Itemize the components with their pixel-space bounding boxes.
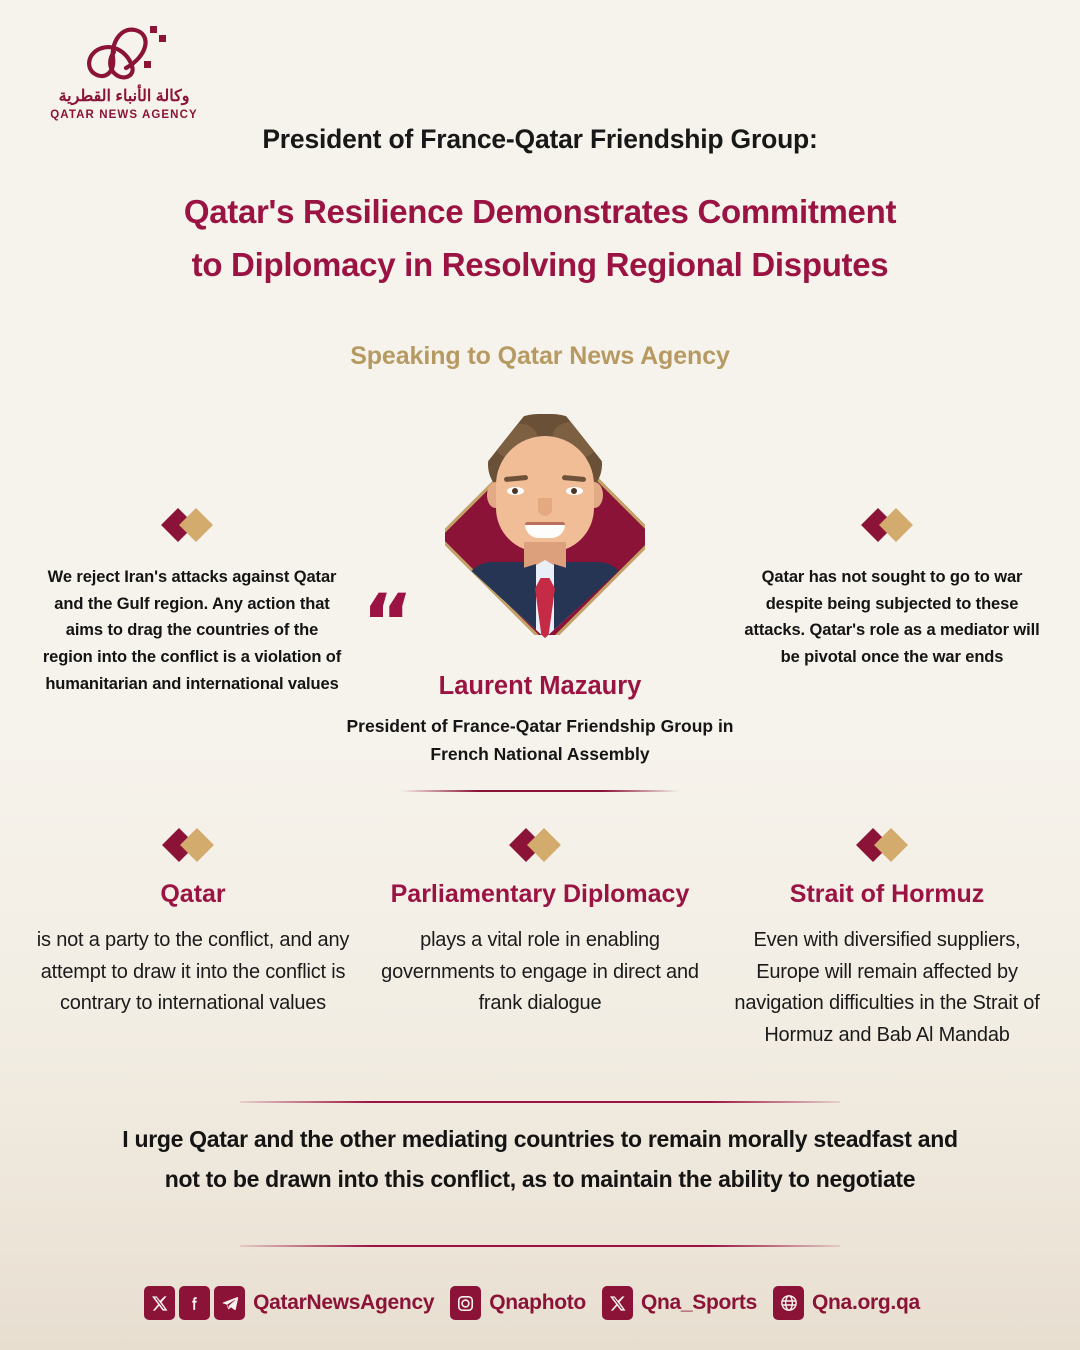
divider-under-speaker (400, 790, 680, 792)
social-group-sports (602, 1286, 773, 1320)
social-handle[interactable]: QatarNewsAgency (253, 1291, 435, 1314)
qna-atom-logo-icon (78, 22, 170, 86)
speaker-role: President of France-Qatar Friendship Group in French National Assembly (346, 716, 734, 764)
topic-title: Parliamentary Diplomacy (390, 880, 690, 908)
social-group-main (144, 1286, 450, 1320)
social-handle[interactable]: Qnaphoto (489, 1291, 586, 1314)
quote-left-text: We reject Iran's attacks against Qatar and the Gulf region. Any action that aims to drag the countries of the region into the conflict is a violation of humanitarian and international values (42, 568, 342, 693)
logo-arabic-name: وكالة الأنباء القطرية (58, 88, 190, 105)
qna-logo (44, 22, 204, 121)
topic-body: is not a party to the conflict, and any attempt to draw it into the conflict is contrary to international values (36, 929, 350, 1015)
speaker-portrait (440, 428, 650, 643)
page-title (90, 185, 990, 292)
diamond-bullet-icon (859, 828, 915, 862)
instagram-icon[interactable] (450, 1286, 481, 1320)
diamond-bullet-icon (165, 828, 221, 862)
quote-block-left (42, 508, 342, 698)
divider-bottom (240, 1245, 840, 1247)
quotation-mark-icon: “ (362, 579, 414, 669)
social-group-website (773, 1286, 936, 1320)
topic-body: Even with diversified suppliers, Europe will remain affected by navigation difficulties in the Strait of Hormuz and Bab Al Mandab (734, 929, 1040, 1046)
topic-column-qatar (28, 828, 358, 1020)
speaker-name: Laurent Mazaury (438, 672, 642, 700)
quote-right-text: Qatar has not sought to go to war despite being subjected to these attacks. Qatar's role as a mediator will be pivotal once the war ends (744, 568, 1040, 667)
social-handle[interactable]: Qna.org.qa (812, 1291, 920, 1314)
x-icon[interactable] (144, 1286, 175, 1320)
topic-column-strait-of-hormuz (722, 828, 1052, 1051)
facebook-icon[interactable] (179, 1286, 210, 1320)
topic-column-parliamentary-diplomacy (375, 828, 705, 1020)
headline-line-1: Qatar's Resilience Demonstrates Commitment (183, 193, 897, 230)
social-handle[interactable]: Qna_Sports (640, 1291, 757, 1314)
subheading: Speaking to Qatar News Agency (350, 342, 730, 370)
closing-statement: I urge Qatar and the other mediating countries to remain morally steadfast and not to be drawn into this conflict, as to maintain the ability to negotiate (122, 1126, 958, 1192)
globe-icon[interactable] (773, 1286, 804, 1320)
kicker-text: President of France-Qatar Friendship Group: (262, 124, 818, 154)
headline-line-2: to Diplomacy in Resolving Regional Disputes (191, 246, 889, 284)
diamond-bullet-icon (864, 508, 920, 542)
x-icon[interactable] (602, 1286, 633, 1320)
diamond-bullet-icon (512, 828, 568, 862)
social-group-instagram (450, 1286, 602, 1320)
quote-block-right (742, 508, 1042, 671)
telegram-icon[interactable] (214, 1286, 245, 1320)
topic-title: Qatar (160, 880, 226, 908)
topic-title: Strait of Hormuz (789, 880, 985, 908)
logo-english-name: QATAR NEWS AGENCY (50, 108, 198, 121)
divider-top (240, 1101, 840, 1103)
social-footer (0, 1286, 1080, 1320)
diamond-bullet-icon (164, 508, 220, 542)
topic-body: plays a vital role in enabling governments to engage in direct and frank dialogue (381, 929, 699, 1015)
